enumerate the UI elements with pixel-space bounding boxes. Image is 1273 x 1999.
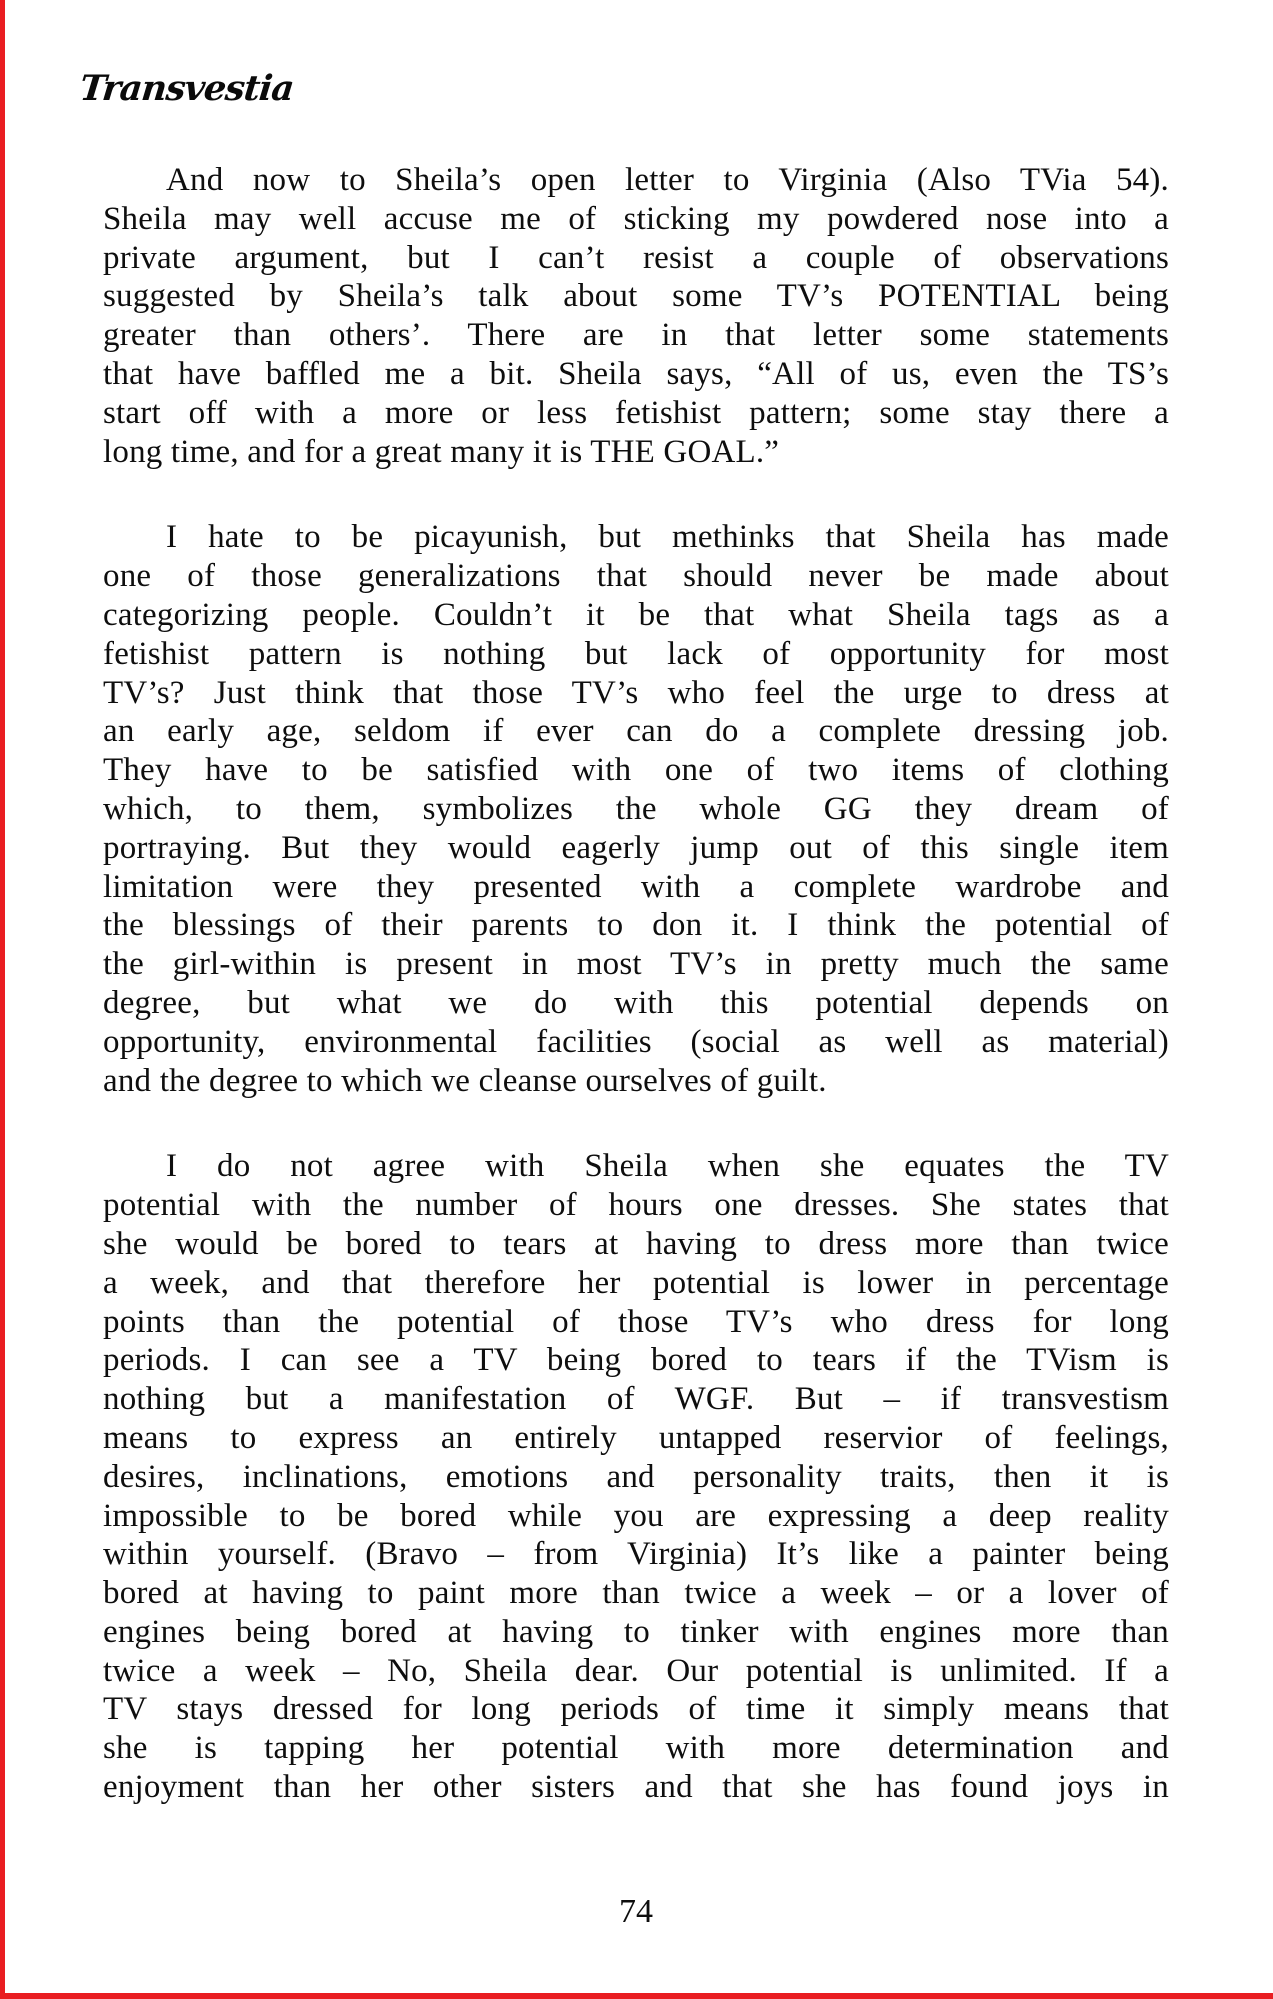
- text-line: opportunity, environmental facilities (social as well as material): [103, 1023, 1169, 1060]
- text-line: which, to them, symbolizes the whole GG they dream of: [103, 790, 1169, 827]
- text-line: one of those generalizations that should never be made about: [103, 558, 1169, 595]
- text-line: degree, but what we do with this potential depends on: [103, 984, 1169, 1021]
- text-line: twice a week – No, Sheila dear. Our potential is unlimited. If a: [103, 1652, 1169, 1689]
- text-line: TV’s? Just think that those TV’s who feel the urge to dress at: [103, 674, 1169, 711]
- text-line: the blessings of their parents to don it. I think the potential of: [103, 907, 1169, 944]
- magazine-title-logo: Transvestia: [77, 68, 296, 109]
- text-line: desires, inclinations, emotions and personality traits, then it is: [103, 1458, 1169, 1495]
- text-line: private argument, but I can’t resist a couple of observations: [103, 239, 1169, 276]
- text-line: impossible to be bored while you are expressing a deep reality: [103, 1497, 1169, 1534]
- text-line: bored at having to paint more than twice a week – or a lover of: [103, 1575, 1169, 1612]
- paragraph-open-letter-intro: [103, 161, 1169, 471]
- text-line: And now to Sheila’s open letter to Virginia (Also TVia 54).: [166, 162, 1169, 198]
- text-line: I do not agree with Sheila when she equates the TV: [166, 1148, 1169, 1185]
- paragraph-picayunish-generalizations: [103, 518, 1169, 1100]
- text-line: enjoyment than her other sisters and that she has found joys in: [103, 1769, 1169, 1806]
- text-line: means to express an entirely untapped reservior of feelings,: [103, 1419, 1169, 1456]
- text-line: she is tapping her potential with more determination and: [103, 1730, 1169, 1767]
- text-line: I hate to be picayunish, but methinks that Sheila has made: [166, 519, 1169, 556]
- text-line: she would be bored to tears at having to dress more than twice: [103, 1225, 1169, 1262]
- text-line: limitation were they presented with a complete wardrobe and: [103, 868, 1169, 905]
- text-line: potential with the number of hours one dresses. She states that: [103, 1187, 1169, 1224]
- text-line: suggested by Sheila’s talk about some TV’s POTENTIAL being: [103, 278, 1169, 315]
- page-number: 74: [619, 1893, 653, 1930]
- text-line: Sheila may well accuse me of sticking my powdered nose into a: [103, 200, 1169, 237]
- text-line: the girl-within is present in most TV’s in pretty much the same: [103, 946, 1169, 983]
- text-line: categorizing people. Couldn’t it be that what Sheila tags as a: [103, 596, 1169, 633]
- text-line: that have baffled me a bit. Sheila says, “All of us, even the TS’s: [103, 355, 1169, 392]
- text-line: fetishist pattern is nothing but lack of opportunity for most: [103, 635, 1169, 672]
- text-line: points than the potential of those TV’s who dress for long: [103, 1303, 1169, 1340]
- text-line: and the degree to which we cleanse ourselves of guilt.: [103, 1062, 827, 1099]
- bottom-scan-edge-line: [0, 1993, 1273, 1999]
- text-line: periods. I can see a TV being bored to tears if the TVism is: [103, 1342, 1169, 1379]
- text-line: greater than others’. There are in that letter some statements: [103, 317, 1169, 354]
- text-line: long time, and for a great many it is THE GOAL.”: [103, 433, 780, 470]
- text-line: engines being bored at having to tinker with engines more than: [103, 1613, 1169, 1650]
- text-line: an early age, seldom if ever can do a complete dressing job.: [103, 713, 1169, 750]
- left-scan-edge-line: [0, 0, 5, 1999]
- paragraph-potential-disagreement: [103, 1147, 1169, 1807]
- text-line: start off with a more or less fetishist pattern; some stay there a: [103, 394, 1169, 431]
- text-line: a week, and that therefore her potential is lower in percentage: [103, 1264, 1169, 1301]
- text-line: They have to be satisfied with one of two items of clothing: [103, 752, 1169, 789]
- text-line: portraying. But they would eagerly jump out of this single item: [103, 829, 1169, 866]
- text-line: TV stays dressed for long periods of time it simply means that: [103, 1691, 1169, 1728]
- text-line: within yourself. (Bravo – from Virginia) It’s like a painter being: [103, 1536, 1169, 1573]
- text-line: nothing but a manifestation of WGF. But – if transvestism: [103, 1381, 1169, 1418]
- body-text-column: [103, 161, 1169, 1807]
